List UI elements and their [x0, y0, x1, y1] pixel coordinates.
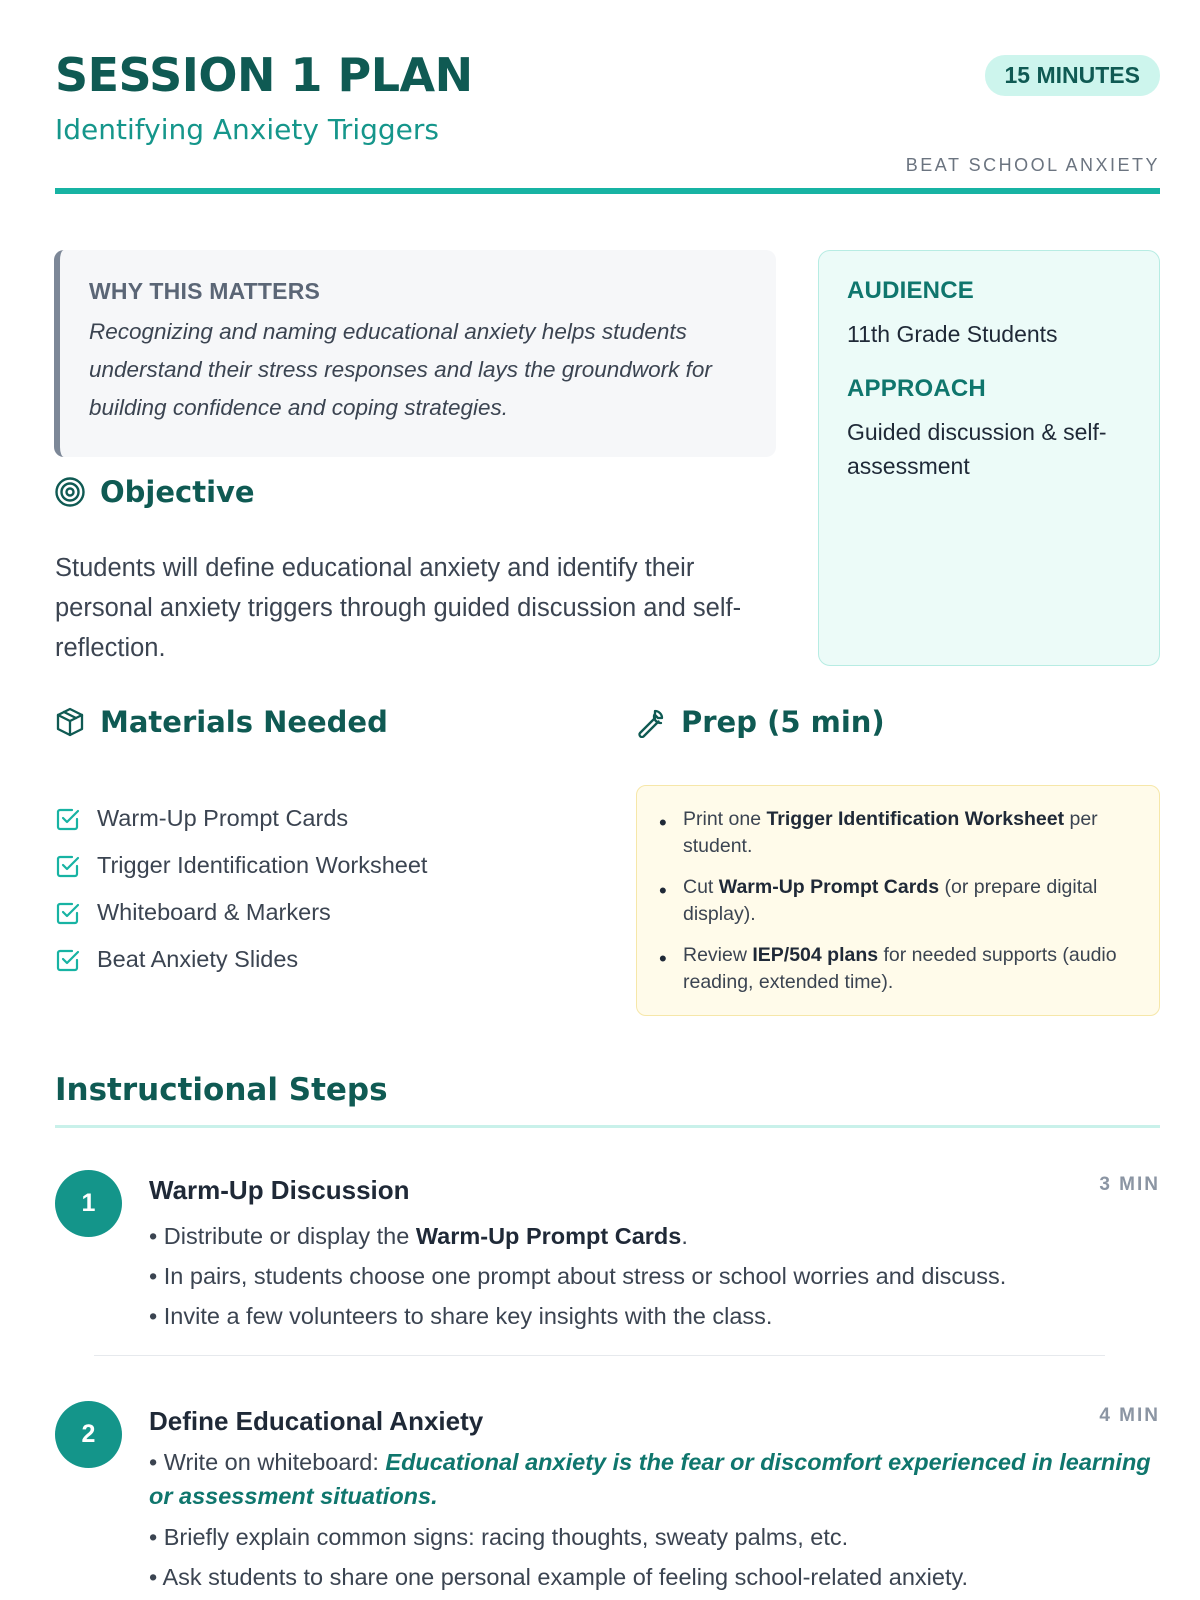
- why-label: WHY THIS MATTERS: [89, 278, 321, 304]
- step-number-badge: 1: [55, 1170, 122, 1237]
- wrench-icon: [634, 705, 668, 739]
- why-text: Recognizing and naming educational anxiety helps students understand their stress responses and lays the groundwork for building confidence and coping strategies.: [89, 319, 712, 420]
- materials-item: [55, 842, 575, 889]
- step-line: • Briefly explain common signs: racing thoughts, sweaty palms, etc.: [149, 1524, 849, 1550]
- prep-heading: [634, 705, 885, 739]
- step-divider: [94, 1355, 1105, 1356]
- prep-list: [659, 806, 1135, 996]
- header-divider: [55, 188, 1160, 194]
- step-line: • Distribute or display the Warm-Up Prompt Cards.: [149, 1223, 688, 1249]
- target-icon: [53, 475, 87, 509]
- materials-item: [55, 936, 575, 983]
- audience-value: 11th Grade Students: [847, 321, 1058, 347]
- brand-label: BEAT SCHOOL ANXIETY: [905, 155, 1160, 175]
- why-this-matters-callout: [54, 250, 776, 457]
- materials-heading: [53, 705, 388, 739]
- prep-item: • Print one Trigger Identification Worksheet per student.: [659, 806, 1135, 860]
- objective-text: Students will define educational anxiety and identify their personal anxiety triggers through guided discussion and self-reflection.: [55, 554, 742, 662]
- prep-callout: [636, 785, 1160, 1016]
- prep-item-bold: IEP/504 plans: [752, 944, 879, 966]
- prep-item-bold: Trigger Identification Worksheet: [766, 808, 1065, 830]
- step-title: Define Educational Anxiety: [149, 1406, 484, 1436]
- materials-item: [55, 795, 575, 842]
- package-icon: [53, 705, 87, 739]
- approach-label: APPROACH: [847, 375, 986, 402]
- page-header: [55, 48, 1160, 192]
- prep-item-bold: Warm-Up Prompt Cards: [718, 876, 940, 898]
- step-time: 3 MIN: [1099, 1174, 1160, 1195]
- checkbox-checked-icon: [55, 806, 81, 832]
- materials-item-label: Whiteboard & Markers: [97, 899, 331, 925]
- definition-text: Educational anxiety is the fear or discomfort experienced in learning or assessment situations.: [149, 1449, 1151, 1509]
- steps-divider: [55, 1125, 1160, 1128]
- materials-title: Materials Needed: [100, 705, 388, 739]
- page-subtitle: Identifying Anxiety Triggers: [55, 113, 439, 146]
- steps-heading: Instructional Steps: [55, 1072, 388, 1108]
- prep-title: Prep (5 min): [681, 705, 885, 739]
- duration-badge: 15 MINUTES: [985, 55, 1160, 96]
- materials-list: [55, 795, 575, 983]
- step-number-badge: 2: [55, 1401, 122, 1468]
- materials-item-label: Warm-Up Prompt Cards: [97, 805, 349, 831]
- step-body: [149, 1401, 1160, 1597]
- step-time: 4 MIN: [1099, 1405, 1160, 1426]
- materials-item-label: Beat Anxiety Slides: [97, 946, 299, 972]
- checkbox-checked-icon: [55, 900, 81, 926]
- checkbox-checked-icon: [55, 853, 81, 879]
- audience-label: AUDIENCE: [847, 277, 974, 304]
- step-line: • In pairs, students choose one prompt about stress or school worries and discuss.: [149, 1263, 1007, 1289]
- objective-title: Objective: [100, 475, 255, 509]
- checkbox-checked-icon: [55, 947, 81, 973]
- step-line: • Write on whiteboard: Educational anxiety is the fear or discomfort experienced in learning or assessment situations.: [149, 1449, 1151, 1509]
- step-body: [149, 1170, 1160, 1336]
- materials-item: [55, 889, 575, 936]
- step-line: • Ask students to share one personal example of feeling school-related anxiety.: [149, 1564, 969, 1590]
- objective-heading: [53, 475, 255, 509]
- step-title: Warm-Up Discussion: [149, 1175, 410, 1205]
- approach-value: Guided discussion & self-assessment: [847, 419, 1107, 479]
- prep-item: • Review IEP/504 plans for needed supports (audio reading, extended time).: [659, 942, 1135, 996]
- prep-item: • Cut Warm-Up Prompt Cards (or prepare digital display).: [659, 874, 1135, 928]
- audience-panel: [818, 250, 1160, 666]
- step-line: • Invite a few volunteers to share key insights with the class.: [149, 1303, 773, 1329]
- page-title: SESSION 1 PLAN: [55, 48, 473, 102]
- materials-item-label: Trigger Identification Worksheet: [97, 852, 428, 878]
